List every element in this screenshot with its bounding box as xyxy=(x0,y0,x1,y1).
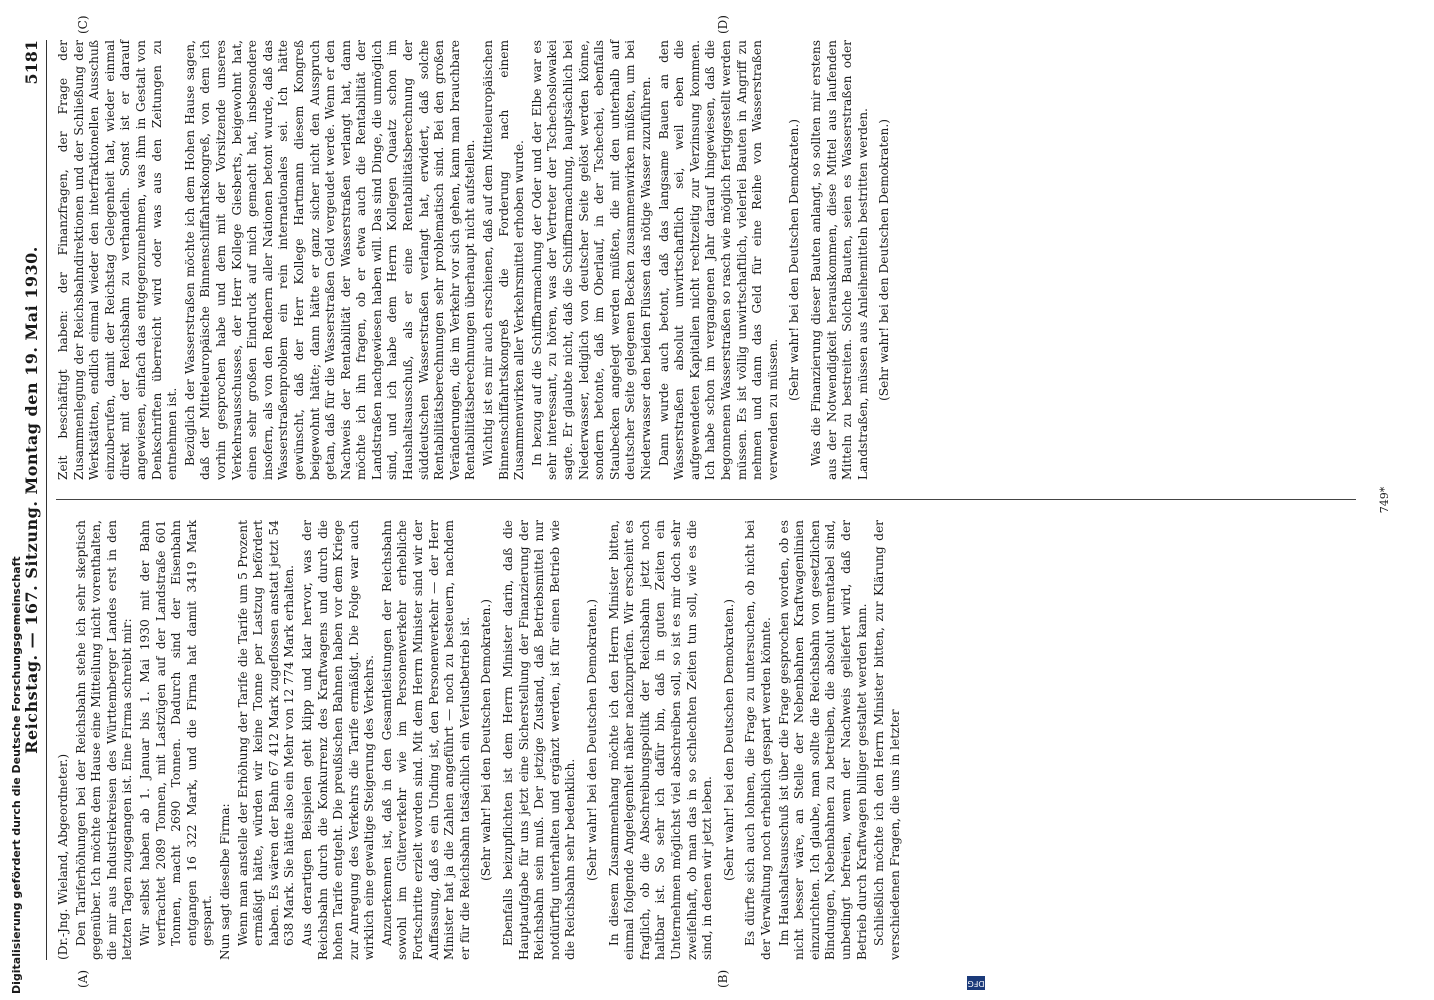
applause-note: (Sehr wahr! bei den Deutschen Demokraten.) xyxy=(877,118,892,402)
margin-marker-a: (A) xyxy=(76,969,90,988)
paragraph: Nun sagt dieselbe Firma: xyxy=(217,803,232,960)
page-number: 5181 xyxy=(22,40,41,85)
applause-note: (Sehr wahr! bei den Deutschen Demokraten.) xyxy=(585,598,599,882)
paragraph: Schließlich möchte ich den Herrn Minister bitten, zur Klärung der verschiedenen Fragen, die uns in letzter xyxy=(872,520,902,960)
credit-text: Digitalisierung gefördert durch die Deutsche Forschungsgemeinschaft xyxy=(10,556,23,994)
margin-marker-b: (B) xyxy=(716,969,730,988)
paragraph: Aus derartigen Beispielen geht klipp und klar hervor, was der Reichsbahn durch die Konkurrenz des Kraftwagens und durch die hohen Tarife entgeht. Die preußischen Bahnen haben vor dem Kriege zur Anregung des Verkehrs die Tarife ermäßigt. Die Folge war auch wirklich eine gewaltige Steigerung des Verkehrs. xyxy=(299,520,377,960)
paragraph: Dann wurde auch betont, daß das langsame Bauen an den Wasserstraßen absolut unwirtschaftlich sei, weil eben die aufgewendeten Kapitalien nicht rechtzeitig zur Verzinsung kommen. Ich habe schon im vergangenen Jahr darauf hingewiesen, daß die begonnenen Wasserstraßen so rasch wie möglich fertiggestellt werden müssen. Es ist völlig unwirtschaftlich, vielerlei Bauten in Angriff zu nehmen und dann das Geld für eine Reihe von Wasserstraßen verwenden zu müssen. xyxy=(656,40,780,480)
margin-marker-d: (D) xyxy=(716,15,730,34)
paragraph: Ebenfalls beizupflichten ist dem Herrn Minister darin, daß die Hauptaufgabe für uns jetzt eine Sicherstellung der Finanzierung der Reichsbahn sein muß. Der jetzige Zustand, daß Betriebsmittel nur notdürftig unterhalten und ergänzt werden, ist für einen Betrieb wie die Reichsbahn sehr bedenklich. xyxy=(501,520,578,960)
right-column xyxy=(56,40,1356,480)
paragraph: Bezüglich der Wasserstraßen möchte ich dem Hohen Hause sagen, daß der Mitteleuropäische Binnenschiffahrtskongreß, von dem ich vorhin gesprochen habe und dem mit der Vorsitzende unseres Verkehrsausschusses, der Herr Kollege Giesberts, beigewohnt hat, einen sehr großen Eindruck auf mich gemacht hat, insbesondere insofern, als von den Rednern aller Nationen betont wurde, daß das Wasserstraßenproblem ein rein internationales sei. Ich hätte gewünscht, daß der Herr Kollege Hartmann diesem Kongreß beigewohnt hätte; dann hätte er ganz sicher nicht den Ausspruch getan, daß für die Wasserstraßen Geld vergeudet werde. Wenn er den Nachweis der Rentabilität der Wasserstraßen verlangt hat, dann möchte ich ihn fragen, ob er etwa auch die Rentabilität der Landstraßen nachgewiesen haben will. Das sind Dinge, die unmöglich sind, und ich habe dem Herrn Kollegen Quaatz schon im Haushaltsausschuß, als er eine Rentabilitätsberechnung der süddeutschen Wasserstraßen verlangt hat, erwidert, daß solche Rentabilitätsberechnungen sehr problematisch sind. Bei den großen Veränderungen, die im Verkehr vor sich gehen, kann man brauchbare Rentabilitätsberechnungen überhaupt nicht aufstellen. xyxy=(182,40,478,480)
margin-marker-c: (C) xyxy=(76,15,90,34)
column-divider xyxy=(56,499,1356,500)
sheet-signature: 749* xyxy=(1378,486,1391,514)
paragraph: Was die Finanzierung dieser Bauten anlangt, so sollten mir erstens aus der Notwendigkeit herauskommen, diese Mittel aus laufenden Mitteln zu bestreiten. Solche Bauten, seien es Wasserstraßen oder Landstraßen, müssen aus Anleihemitteln bestritten werden. xyxy=(808,40,870,480)
applause-note: (Sehr wahr! bei den Deutschen Demokraten.) xyxy=(479,598,494,882)
paragraph: Anzuerkennen ist, daß in den Gesamtleistungen der Reichsbahn sowohl im Güterverkehr wie im Personenverkehr erhebliche Fortschritte erzielt worden sind. Mit dem Herrn Minister sind wir der Auffassung, daß es ein Unding ist, den Personenverkehr — der Herr Minister hat ja die Zahlen angeführt — noch zu besteuern, nachdem er für die Reichsbahn tatsächlich ein Verlustbetrieb ist. xyxy=(379,520,472,960)
header-rule xyxy=(46,40,47,960)
paragraph: Im Haushaltsausschuß ist über die Frage gesprochen worden, ob es nicht besser wäre, an Stelle der Nebenbahnen Kraftwagenlinien einzurichten. Ich glaube, man sollte die Reichsbahn von gesetzlichen Bindungen, Nebenbahnen zu betreiben, die absolut unrentabel sind, unbedingt befreien, wenn der Nachweis geliefert wird, daß der Betrieb durch Kraftwagen billiger gestaltet werden kann. xyxy=(776,520,869,960)
paragraph: Wichtig ist es mir auch erschienen, daß auf dem Mitteleuropäischen Binnenschiffahrtskongreß die Forderung nach einem Zusammenwirken aller Verkehrsmittel erhoben wurde. xyxy=(481,40,527,480)
speaker-line: (Dr.-Jng. Wieland, Abgeordneter.) xyxy=(56,753,70,960)
applause-note: (Sehr wahr! bei den Deutschen Demokraten.) xyxy=(787,118,802,402)
paragraph: In diesem Zusammenhang möchte ich den Herrn Minister bitten, einmal folgende Angelegenheit näher nachzuprüfen. Wir erscheint es fraglich, ob die Abschreibungspolitik der Reichsbahn jetzt noch haltbar ist. So sehr ich dafür bin, daß in guten Zeiten ein Unternehmen möglichst viel abschreiben soll, so ist es mir doch sehr zweifelhaft, ob man das in so schlechten Zeiten tun soll, wie es die sind, in denen wir jetzt leben. xyxy=(606,520,715,960)
paragraph: Es dürfte sich auch lohnen, die Frage zu untersuchen, ob nicht bei der Verwaltung noch erheblich gespart werden könnte. xyxy=(743,520,773,960)
paragraph: In bezug auf die Schiffbarmachung der Oder und der Elbe war es sehr interessant, zu hören, was der Vertreter der Tschechoslowakei sagte. Er glaubte nicht, daß die Schiffbarmachung, hauptsächlich bei Niederwasser, lediglich von deutscher Seite gelöst werden könne, sondern betonte, daß im Oberlauf, in der Tschechei, ebenfalls Staubecken angelegt werden müßten, die mit den unterhalb auf deutscher Seite gelegenen Becken zusammenwirken müßten, um bei Niederwasser den beiden Flüssen das nötige Wasser zuzuführen. xyxy=(529,40,653,480)
quote: Wenn man anstelle der Erhöhung der Tarife die Tarife um 5 Prozent ermäßigt hätte, würden wir keine Tonne per Lastzug befördert haben. Es wären der Bahn 67 412 Mark zugeflossen anstatt jetzt 54 638 Mark. Sie hätte also ein Mehr von 12 774 Mark erhalten. xyxy=(235,520,297,946)
applause-note: (Sehr wahr! bei den Deutschen Demokraten.) xyxy=(721,598,736,882)
paragraph: Den Tariferhöhungen bei der Reichsbahn stehe ich sehr skeptisch gegenüber. Ich möchte dem Hause eine Mitteilung nicht vorenthalten, die mir aus Industriekreisen des Württemberger Landes erst in den letzten Tagen zugegangen ist. Eine Firma schreibt mir: xyxy=(73,520,135,960)
quote: Wir selbst haben ab 1. Januar bis 1. Mai 1930 mit der Bahn verfrachtet 2089 Tonnen, mit Lastzügen auf der Landstraße 601 Tonnen, macht 2690 Tonnen. Dadurch sind der Eisenbahn entgangen 16 322 Mark, und die Firma hat damit 3419 Mark gespart. xyxy=(137,520,215,946)
left-column xyxy=(56,520,1356,960)
paragraph: Zeit beschäftigt haben: der Finanzfragen, der Frage der Zusammenlegung der Reichsbahndirektionen und der Schließung der Werkstätten, endlich einmal wieder den interfraktionellen Ausschuß einzuberufen, damit der Reichstag Gelegenheit hat, wieder einmal direkt mit der Reichsbahn zu verhandeln. Sonst ist er darauf angewiesen, einfach das entgegenzunehmen, was ihm in Gestalt von Denkschriften überreicht wird oder was aus den Zeitungen zu entnehmen ist. xyxy=(56,40,180,480)
dfg-logo-icon: DFG xyxy=(967,976,985,990)
page-title: Reichstag. — 167. Sitzung. Montag den 19. Mai 1930. xyxy=(22,246,41,754)
